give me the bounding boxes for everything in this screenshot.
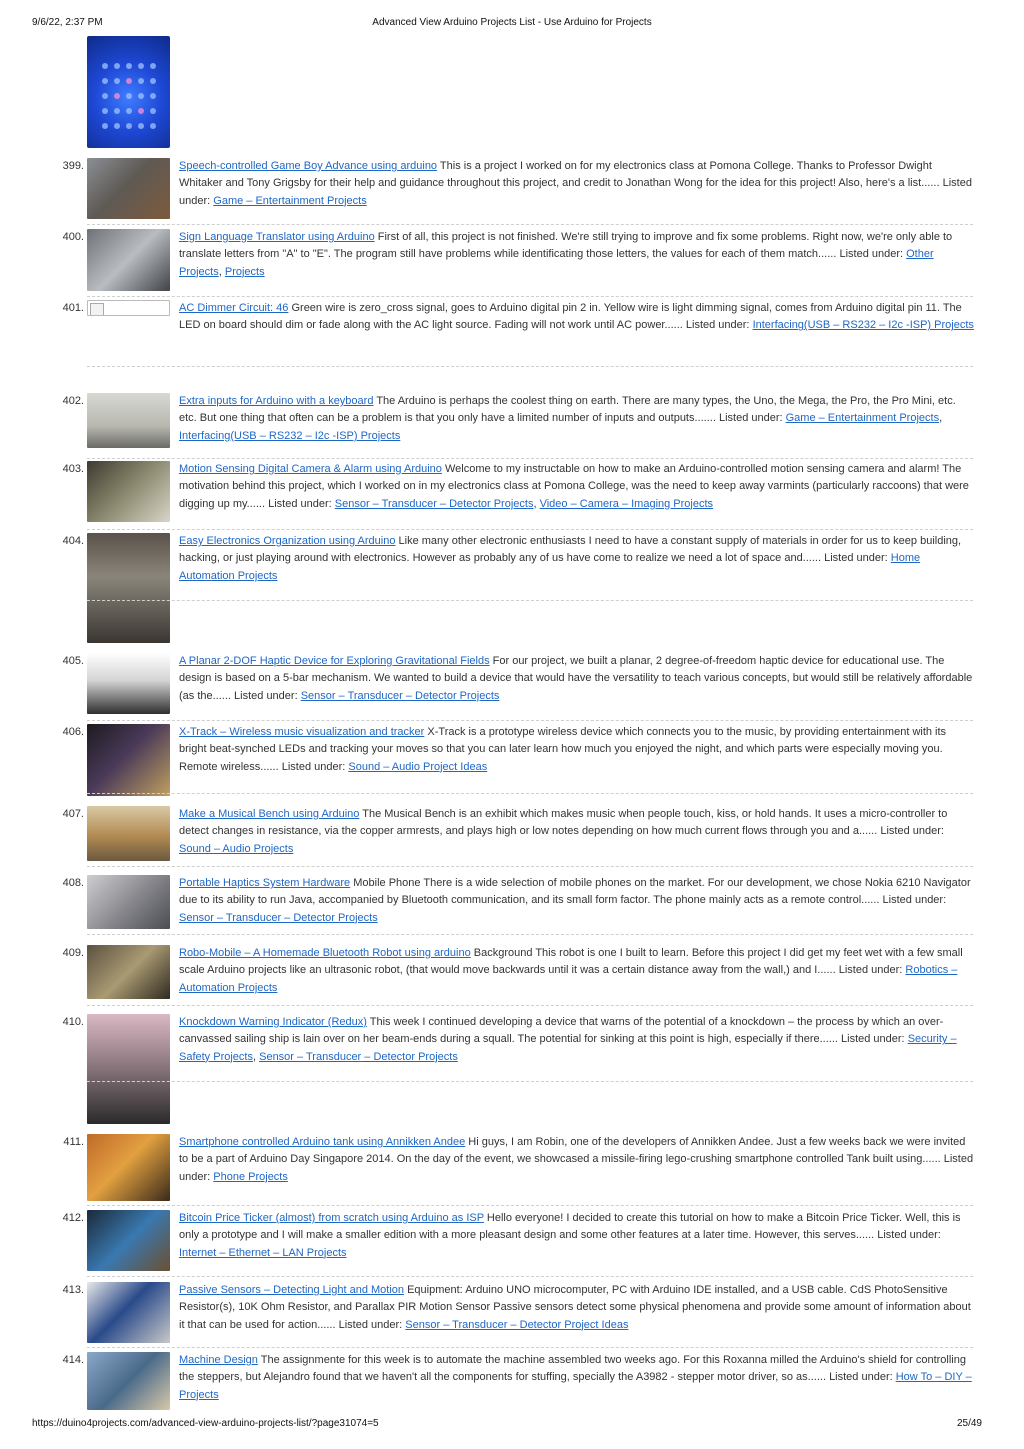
category-link[interactable]: Sensor – Transducer – Detector Project Ideas: [405, 1318, 629, 1331]
project-entry: [179, 945, 974, 997]
project-entry: [179, 1210, 974, 1262]
listed-under-label: Listed under:: [179, 1153, 974, 1183]
entry-divider: [87, 296, 973, 297]
project-description: X-Track is a prototype wireless device which connects you to the music, by providing entertainment with its bright beat-synched LEDs and tracking your moves so that you can later learn how much you enjoyed the night, and which parts were especially moving you. Remote wireless......: [179, 726, 947, 773]
listed-under-label: Listed under:: [179, 177, 972, 207]
project-number: 408.: [62, 877, 84, 889]
project-title-link[interactable]: Make a Musical Bench using Arduino: [179, 808, 360, 820]
project-title-link[interactable]: Passive Sensors – Detecting Light and Motion: [179, 1284, 405, 1296]
led-matrix-project-image: [87, 36, 170, 148]
listed-under-label: Listed under:: [829, 1371, 893, 1384]
project-title-link[interactable]: AC Dimmer Circuit: 46: [179, 302, 289, 314]
project-thumbnail[interactable]: [87, 945, 170, 999]
entry-divider: [87, 224, 973, 225]
entry-divider: [87, 529, 973, 530]
listed-under-label: Listed under:: [268, 497, 332, 510]
project-thumbnail[interactable]: [87, 393, 170, 448]
project-thumbnail[interactable]: [87, 461, 170, 522]
project-number: 404.: [62, 535, 84, 547]
project-entry: [179, 533, 974, 585]
project-title-link[interactable]: Robo-Mobile – A Homemade Bluetooth Robot using arduino: [179, 947, 471, 959]
category-link[interactable]: Home Automation Projects: [179, 552, 921, 582]
project-entry: Sign Language Translator using Arduino First of all, this project is not finished. We're still trying to improve and fix some problems. Right now, we're only able to translate letters from "A" to "E". The program still have problems while identificating those letters, the values for each of them match...... Listed under: Other Projects, Projects: [179, 231, 953, 278]
listed-under-label: Listed under:: [877, 1229, 941, 1242]
project-title-link[interactable]: Easy Electronics Organization using Arduino: [179, 535, 396, 547]
listed-under-label: Listed under:: [281, 760, 346, 773]
entry-divider: [87, 600, 973, 601]
project-entry: [179, 1134, 974, 1186]
project-thumbnail[interactable]: [87, 229, 170, 291]
category-link[interactable]: Game – Entertainment Projects: [213, 194, 367, 207]
project-description: First of all, this project is not finished. We're still trying to improve and fix some problems. Right now, we're only able to translate letters from "A" to "E". The program still have problems while identificating those letters, the values for each of them match......: [179, 231, 953, 261]
category-link[interactable]: Sound – Audio Project Ideas: [348, 760, 488, 773]
project-description: Hello everyone! I decided to create this tutorial on how to make a Bitcoin Price Ticker. Well, this is only a prototype and I will make a smaller edition with a more pleasant design and some other features at a later time. However, this serves......: [179, 1212, 961, 1242]
project-title-link[interactable]: A Planar 2-DOF Haptic Device for Exploring Gravitational Fields: [179, 655, 490, 667]
project-entry: [179, 1352, 974, 1404]
project-title-link[interactable]: Speech-controlled Game Boy Advance using arduino: [179, 160, 438, 172]
category-link[interactable]: Interfacing(USB – RS232 – I2c -ISP) Projects: [752, 319, 974, 332]
entry-divider: [87, 1205, 973, 1206]
print-page-number: 25/49: [956, 1418, 982, 1429]
listed-under-label: Listed under:: [841, 1033, 905, 1046]
project-number: 413.: [62, 1284, 84, 1296]
project-description: Hi guys, I am Robin, one of the developers of Annikken Andee. Just a few weeks back we were invited to be a part of Arduino Day Singapore 2014. On the day of the event, we showcased a missile-firing lego-crushing smartphone controlled Tank built using......: [179, 1136, 966, 1166]
project-thumbnail[interactable]: [87, 875, 170, 929]
project-number: 414.: [62, 1354, 84, 1366]
project-thumbnail[interactable]: [87, 1282, 170, 1343]
project-title-link[interactable]: X-Track – Wireless music visualization and tracker: [179, 726, 425, 738]
listed-under-label: Listed under:: [338, 1318, 403, 1331]
project-description: This week I continued developing a device that warns of the potential of a knockdown – the process by which an over-canvassed sailing ship is lain over on her beam-ends during a squall. The potential for sinking at this point is high, especially if there......: [179, 1016, 944, 1046]
project-description: Like many other electronic enthusiasts I need to have a constant supply of materials in order for us to keep building, hacking, or just playing around with electronics. However as probably any of us have come to realize we need a lot of space and......: [179, 535, 962, 565]
project-number: 407.: [62, 808, 84, 820]
entry-divider: [87, 934, 973, 935]
category-link[interactable]: Projects: [224, 265, 265, 278]
project-thumbnail[interactable]: [87, 1352, 170, 1410]
listed-under-label: Listed under:: [838, 964, 903, 977]
listed-under-label: Listed under:: [685, 319, 750, 332]
project-description: The assignmente for this week is to automate the machine assembled two weeks ago. For this Roxanna milled the Arduino's shield for controlling the steppers, but Alejandro found that we haven't all the components for stuffing, specially the A3982 - stepper motor driver, so as......: [179, 1354, 966, 1384]
listed-under-label: Listed under:: [880, 825, 944, 838]
entry-divider: [87, 1347, 973, 1348]
entry-divider: [87, 1276, 973, 1277]
project-thumbnail[interactable]: [87, 1210, 170, 1271]
project-entry: [179, 875, 974, 927]
project-number: 401.: [62, 302, 84, 314]
category-link[interactable]: Phone Projects: [213, 1170, 288, 1183]
project-number: 400.: [62, 231, 84, 243]
entry-divider: [87, 1005, 973, 1006]
print-page-title: Advanced View Arduino Projects List - Use Arduino for Projects: [372, 17, 652, 28]
project-description: Equipment: Arduino UNO microcomputer, PC with Arduino IDE installed, and a USB cable. CdS PhotoSensitive Resistor(s), 10K Ohm Resistor, and Parallax PIR Motion Sensor Passive sensors detect some physical phenomena and provide some amount of information about it that can be used for action......: [179, 1284, 971, 1331]
missing-image-glyph: [90, 303, 104, 316]
project-number: 410.: [62, 1016, 84, 1028]
project-description: Background This robot is one I built to learn. Before this project I did get my feet wet with a few small scale Arduino projects like an ultrasonic robot, (that would move backwards until it was a certain distance away from the wall,) and I......: [179, 947, 963, 977]
project-number: 406.: [62, 726, 84, 738]
project-entry: [179, 1282, 974, 1334]
print-url: https://duino4projects.com/advanced-view-arduino-projects-list/?page31074=5: [32, 1418, 379, 1429]
category-link[interactable]: Game – Entertainment Projects: [785, 412, 940, 425]
project-thumbnail[interactable]: [87, 724, 170, 796]
category-link[interactable]: Internet – Ethernet – LAN Projects: [179, 1246, 347, 1259]
category-link[interactable]: Robotics – Automation Projects: [179, 964, 958, 994]
project-title-link[interactable]: Bitcoin Price Ticker (almost) from scratch using Arduino as ISP: [179, 1212, 484, 1224]
entry-divider: [87, 793, 973, 794]
project-title-link[interactable]: Smartphone controlled Arduino tank using Annikken Andee: [179, 1136, 466, 1148]
listed-under-label: Listed under:: [718, 412, 783, 425]
entry-divider: [87, 458, 973, 459]
entry-divider: [87, 866, 973, 867]
listed-under-label: Listed under:: [234, 689, 298, 702]
category-link[interactable]: Security – Safety Projects: [179, 1033, 957, 1063]
project-title-link[interactable]: Motion Sensing Digital Camera & Alarm using Arduino: [179, 463, 442, 475]
print-header: [32, 17, 992, 31]
project-entry: [179, 300, 974, 335]
print-footer: [32, 1418, 992, 1432]
project-description: The Arduino is perhaps the coolest thing on earth. There are many types, the Uno, the Mega, the Pro, the Pro Mini, etc. etc. But one thing that often can be a problem is that you only have a limited number of inputs and outputs.......: [179, 395, 956, 425]
entry-divider: [87, 720, 973, 721]
project-description: This is a project I worked on for my electronics class at Pomona College. Thanks to Professor Dwight Whitaker and Tony Grigsby for their help and guidance throughout this project, and credit to Jonathan Wong for the idea for this project! Also, here's a list......: [179, 160, 940, 190]
print-datetime: 9/6/22, 2:37 PM: [32, 17, 103, 28]
category-link[interactable]: Sensor – Transducer – Detector Projects: [259, 1050, 458, 1063]
entry-divider: [87, 366, 973, 367]
project-description: Mobile Phone There is a wide selection of mobile phones on the market. For our development, we chose Nokia 6210 Navigator due to its ability to run Java, accompanied by Bluetooth communication, and its small form factor. The phone mainly acts as a remote control......: [179, 877, 971, 907]
project-number: 402.: [62, 395, 84, 407]
project-title-link[interactable]: Portable Haptics System Hardware: [179, 877, 351, 889]
category-link[interactable]: Sound – Audio Projects: [179, 842, 294, 855]
project-title-link[interactable]: Knockdown Warning Indicator (Redux): [179, 1016, 367, 1028]
broken-image-icon[interactable]: [87, 300, 170, 316]
category-link[interactable]: Other Projects: [179, 248, 934, 278]
project-number: 412.: [62, 1212, 84, 1224]
listed-under-label: Listed under:: [839, 248, 904, 261]
project-thumbnail[interactable]: [87, 158, 170, 219]
project-number: 405.: [62, 655, 84, 667]
listed-under-label: Listed under:: [882, 894, 947, 907]
project-number: 411.: [63, 1136, 84, 1148]
listed-under-label: Listed under:: [824, 552, 888, 565]
category-link[interactable]: Sensor – Transducer – Detector Projects: [334, 497, 534, 510]
project-number: 403.: [62, 463, 84, 475]
project-description: The Musical Bench is an exhibit which makes music when people touch, kiss, or hold hands. It uses a micro-controller to detect changes in resistance, via the copper armrests, and plays high or low notes depending on how much current flows through you and a......: [179, 808, 948, 838]
project-entry: Knockdown Warning Indicator (Redux) This week I continued developing a device that warns of the potential of a knockdown – the process by which an over-canvassed sailing ship is lain over on her beam-ends during a squall. The potential for sinking at this point is high, especially if there...... Listed under: Security – Safety Projects, Sensor – Transducer – Detector Projects: [179, 1016, 957, 1063]
project-thumbnail[interactable]: [87, 653, 170, 714]
project-thumbnail[interactable]: [87, 1134, 170, 1201]
project-description: Welcome to my instructable on how to make an Arduino-controlled motion sensing camera and alarm! The motivation behind this project, which I worked on in my electronics class at Pomona College, was the need to keep away varmints (particularly raccoons) that were digging up my......: [179, 463, 969, 510]
project-description: For our project, we built a planar, 2 degree-of-freedom haptic device for educational use. The design is based on a 5-bar mechanism. We wanted to build a device that would have the versatility to teach various concepts, but would still be relatively affordable (as the......: [179, 655, 973, 702]
project-entry: Extra inputs for Arduino with a keyboard The Arduino is perhaps the coolest thing on earth. There are many types, the Uno, the Mega, the Pro, the Pro Mini, etc. etc. But one thing that often can be a problem is that you only have a limited number of inputs and outputs....... Listed under: Game – Entertainment Projects, Interfacing(USB – RS232 – I2c -ISP) Projects: [179, 395, 956, 442]
category-link[interactable]: Interfacing(USB – RS232 – I2c -ISP) Projects: [179, 429, 401, 442]
project-entry: [179, 653, 974, 705]
project-number: 409.: [62, 947, 84, 959]
project-number: 399.: [62, 160, 84, 172]
category-link[interactable]: Video – Camera – Imaging Projects: [539, 497, 714, 510]
project-thumbnail[interactable]: [87, 806, 170, 861]
project-entry: Motion Sensing Digital Camera & Alarm using Arduino Welcome to my instructable on how to make an Arduino-controlled motion sensing camera and alarm! The motivation behind this project, which I worked on in my electronics class at Pomona College, was the need to keep away varmints (particularly raccoons) that were digging up my...... Listed under: Sensor – Transducer – Detector Projects, Video – Camera – Imaging Projects: [179, 463, 969, 510]
category-link[interactable]: Sensor – Transducer – Detector Projects: [300, 689, 500, 702]
led-grid-graphic: [87, 36, 170, 148]
project-entry: [179, 806, 974, 858]
project-thumbnail[interactable]: [87, 1014, 170, 1124]
project-title-link[interactable]: Machine Design: [179, 1354, 258, 1366]
category-link[interactable]: How To – DIY – Projects: [179, 1371, 972, 1401]
project-title-link[interactable]: Sign Language Translator using Arduino: [179, 231, 375, 243]
project-thumbnail[interactable]: [87, 533, 170, 643]
project-description: Green wire is zero_cross signal, goes to Arduino digital pin 2 in. Yellow wire is light dimming signal, comes from Arduino digital pin 11. The LED on board should dim or fade along with the AC light source. Fading will not work until AC power......: [179, 302, 962, 332]
category-link[interactable]: Sensor – Transducer – Detector Projects: [179, 911, 378, 924]
project-title-link[interactable]: Extra inputs for Arduino with a keyboard: [179, 395, 374, 407]
entry-divider: [87, 1081, 973, 1082]
project-entry: [179, 158, 974, 210]
project-entry: [179, 724, 974, 776]
